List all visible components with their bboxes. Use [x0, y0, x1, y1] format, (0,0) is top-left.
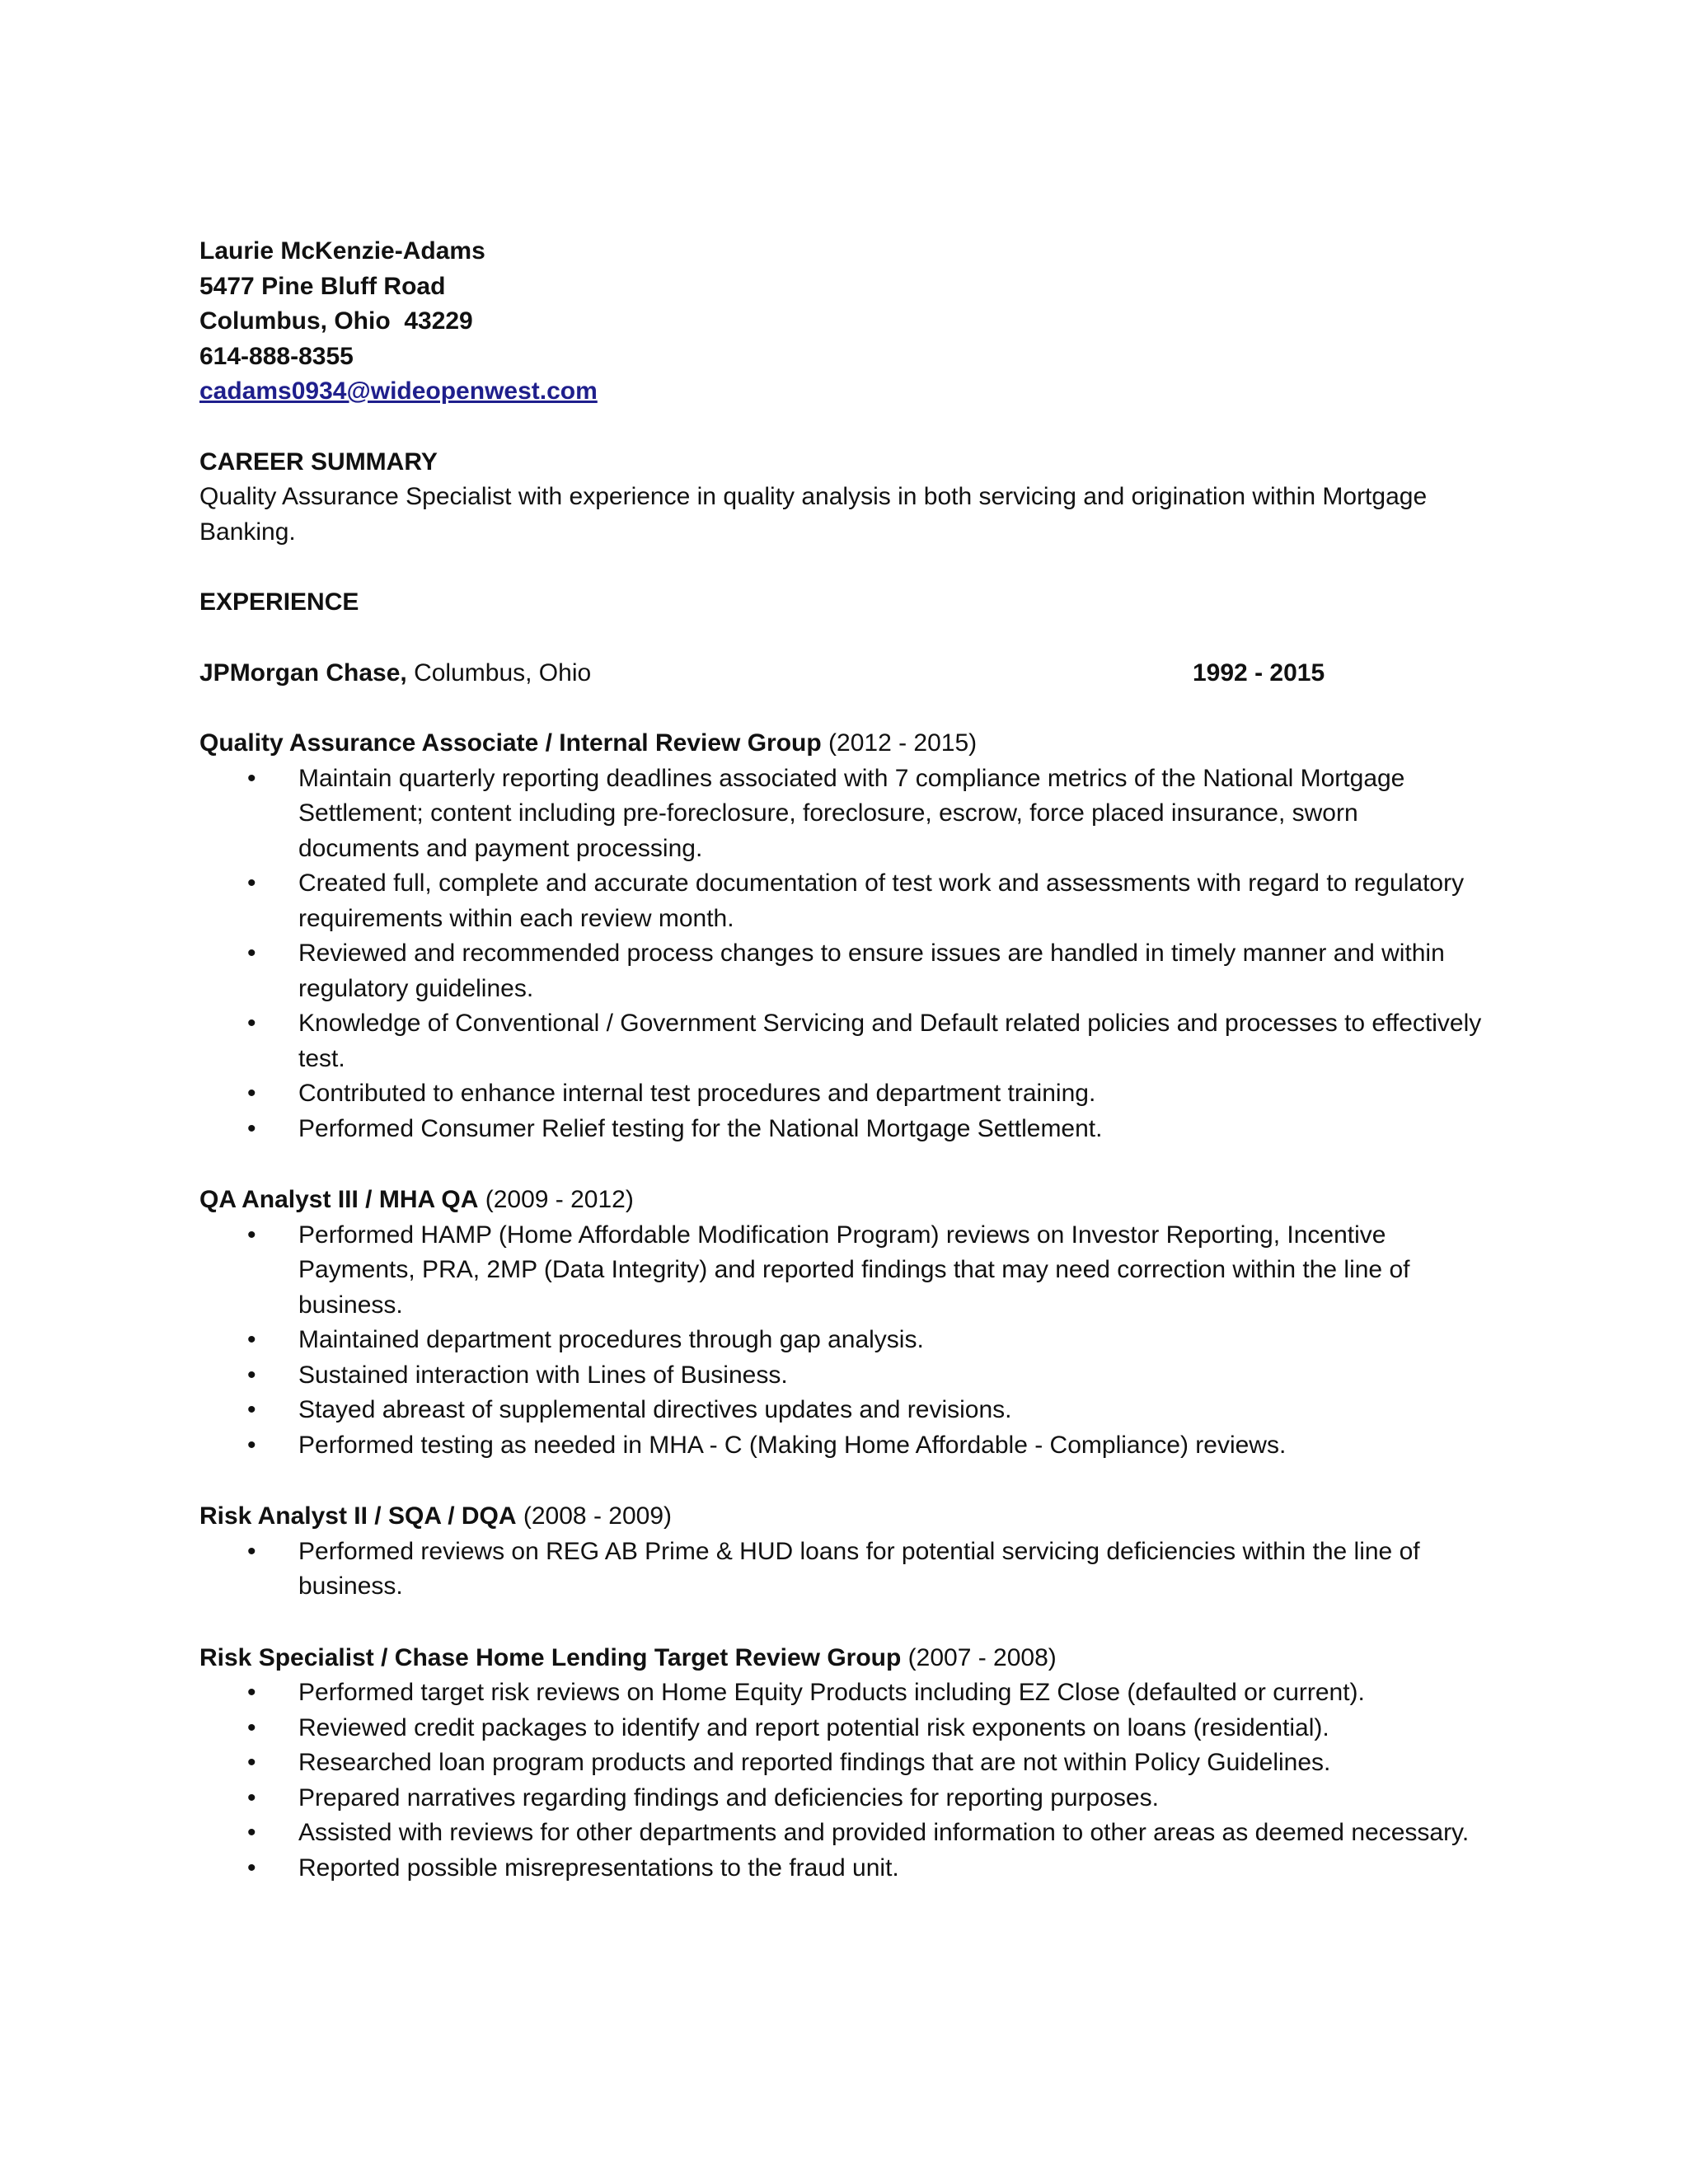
job-dates: (2008 - 2009) — [516, 1502, 672, 1530]
job-bullet-item — [199, 1112, 1485, 1147]
bullet-icon: • — [247, 1537, 256, 1565]
bullet-icon: • — [247, 1749, 256, 1776]
job-bullet-item — [199, 1006, 1485, 1076]
job-bullet-item — [199, 762, 1485, 867]
bullet-icon: • — [247, 1819, 256, 1846]
job-bullet-text: Performed HAMP (Home Affordable Modification Program) reviews on Investor Reporting, Incentive Payments, PRA, 2MP (Data Integrity) and reported findings that may need correction within the line of business. — [298, 1221, 1410, 1319]
bullet-icon: • — [247, 1114, 256, 1142]
job-bullet-item — [199, 1393, 1485, 1428]
job-bullet-text: Prepared narratives regarding findings and deficiencies for reporting purposes. — [298, 1783, 1159, 1811]
job-bullet-text: Performed testing as needed in MHA - C (Making Home Affordable - Compliance) reviews. — [298, 1431, 1287, 1459]
job-title-line — [199, 726, 1485, 762]
bullet-icon: • — [247, 1431, 256, 1459]
job-bullet-item — [199, 1781, 1485, 1816]
bullet-icon: • — [247, 1854, 256, 1882]
bullet-icon: • — [247, 1783, 256, 1811]
career-summary-text: Quality Assurance Specialist with experience in quality analysis in both servicing and origination within Mortgage Banking. — [199, 483, 1428, 546]
job-bullet-text: Sustained interaction with Lines of Business. — [298, 1361, 788, 1389]
job-bullet-item — [199, 1535, 1485, 1605]
job-title-line — [199, 1183, 1485, 1218]
job-bullet-list — [199, 1535, 1485, 1605]
job-bullet-text: Reviewed and recommended process changes to ensure issues are handled in timely manner and within regulatory guidelines. — [298, 940, 1445, 1002]
job-bullet-item — [199, 866, 1485, 936]
bullet-icon: • — [247, 1361, 256, 1389]
bullet-icon: • — [247, 764, 256, 792]
job-title: Quality Assurance Associate / Internal Review Group — [199, 729, 822, 757]
job-bullet-text: Reported possible misrepresentations to the fraud unit. — [298, 1854, 899, 1882]
job-bullet-text: Performed Consumer Relief testing for the National Mortgage Settlement. — [298, 1114, 1103, 1142]
job-bullet-text: Reviewed credit packages to identify and report potential risk exponents on loans (residential). — [298, 1713, 1329, 1741]
job-bullet-item — [199, 1711, 1485, 1746]
job-dates: (2007 - 2008) — [901, 1643, 1057, 1671]
job-bullet-list — [199, 762, 1485, 1147]
job-bullet-text: Maintain quarterly reporting deadlines associated with 7 compliance metrics of the National Mortgage Settlement; content including pre-foreclosure, foreclosure, escrow, force placed insurance, sworn documents and payment processing. — [298, 764, 1405, 862]
job-list — [199, 726, 1485, 1886]
job-bullet-text: Assisted with reviews for other departments and provided information to other areas as deemed necessary. — [298, 1819, 1470, 1846]
job-bullet-item — [199, 1358, 1485, 1394]
job-bullet-item — [199, 1323, 1485, 1358]
bullet-icon: • — [247, 1326, 256, 1353]
job-entry — [199, 1183, 1485, 1463]
job-bullet-text: Performed reviews on REG AB Prime & HUD loans for potential servicing deficiencies within the line of business. — [298, 1537, 1420, 1600]
job-title: QA Analyst III / MHA QA — [199, 1186, 479, 1213]
job-dates: (2012 - 2015) — [821, 729, 978, 757]
job-bullet-text: Knowledge of Conventional / Government Servicing and Default related policies and processes to effectively test. — [298, 1010, 1482, 1072]
contact-email-link[interactable]: cadams0934@wideopenwest.com — [199, 377, 598, 405]
job-bullet-text: Contributed to enhance internal test procedures and department training. — [298, 1080, 1096, 1107]
bullet-icon: • — [247, 1221, 256, 1249]
job-bullet-item — [199, 1746, 1485, 1781]
bullet-icon: • — [247, 1080, 256, 1107]
contact-city-state-zip: Columbus, Ohio 43229 — [199, 307, 473, 335]
bullet-icon: • — [247, 869, 256, 897]
contact-street: 5477 Pine Bluff Road — [199, 272, 446, 300]
job-bullet-text: Created full, complete and accurate documentation of test work and assessments with regard to regulatory requirements within each review month. — [298, 869, 1465, 932]
job-bullet-text: Maintained department procedures through gap analysis. — [298, 1326, 924, 1353]
job-bullet-item — [199, 1076, 1485, 1112]
job-title-line — [199, 1641, 1485, 1676]
job-bullet-item — [199, 1816, 1485, 1851]
employer-name: JPMorgan Chase, — [199, 658, 407, 687]
employer-row — [199, 656, 1485, 691]
job-entry — [199, 726, 1485, 1146]
job-bullet-item — [199, 1428, 1485, 1464]
job-bullet-item — [199, 1851, 1485, 1886]
job-bullet-text: Researched loan program products and reported findings that are not within Policy Guidelines. — [298, 1749, 1331, 1776]
job-bullet-item — [199, 1218, 1485, 1324]
experience-heading: EXPERIENCE — [199, 588, 359, 616]
bullet-icon: • — [247, 1679, 256, 1706]
bullet-icon: • — [247, 1010, 256, 1037]
job-dates: (2009 - 2012) — [478, 1186, 634, 1213]
contact-phone: 614-888-8355 — [199, 342, 354, 370]
contact-block — [199, 234, 1485, 410]
job-bullet-text: Stayed abreast of supplemental directives updates and revisions. — [298, 1396, 1012, 1423]
experience-section — [199, 585, 1485, 1886]
bullet-icon: • — [247, 1396, 256, 1423]
job-bullet-text: Performed target risk reviews on Home Equity Products including EZ Close (defaulted or current). — [298, 1679, 1365, 1706]
resume-page — [199, 234, 1485, 1886]
job-title: Risk Analyst II / SQA / DQA — [199, 1502, 517, 1530]
job-entry — [199, 1641, 1485, 1886]
bullet-icon: • — [247, 940, 256, 967]
employer-location: Columbus, Ohio — [406, 658, 592, 687]
job-title-line — [199, 1499, 1485, 1535]
bullet-icon: • — [247, 1713, 256, 1741]
career-summary-section — [199, 445, 1485, 551]
job-bullet-item — [199, 1675, 1485, 1711]
job-bullet-list — [199, 1218, 1485, 1464]
contact-name: Laurie McKenzie-Adams — [199, 237, 485, 265]
job-entry — [199, 1499, 1485, 1605]
employer-dates: 1992 - 2015 — [1193, 658, 1325, 687]
job-title: Risk Specialist / Chase Home Lending Target Review Group — [199, 1643, 902, 1671]
job-bullet-item — [199, 936, 1485, 1006]
career-summary-heading: CAREER SUMMARY — [199, 448, 438, 476]
job-bullet-list — [199, 1675, 1485, 1886]
